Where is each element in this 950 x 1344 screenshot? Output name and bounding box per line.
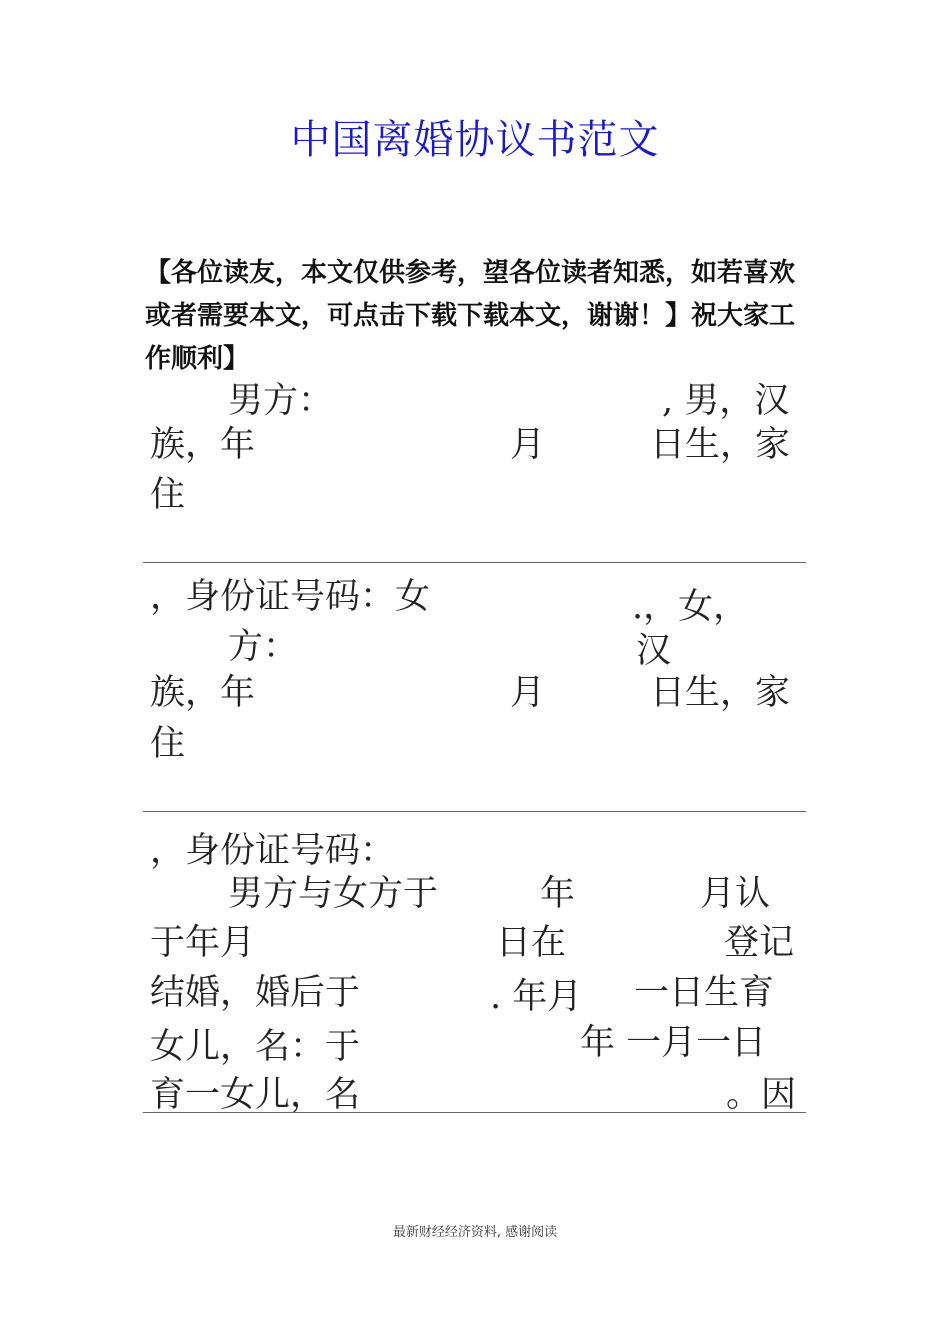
marriage-id-label: ，身份证号码： [150, 831, 396, 871]
marriage-line3-c: 一日生育 [634, 973, 775, 1013]
notice-paragraph: 【各位读友，本文仅供参考，望各位读者知悉，如若喜欢或者需要本文，可点击下载下载本文，谢谢！】祝大家工作顺利】 [145, 258, 796, 374]
marriage-line1-b: 年 [540, 874, 576, 914]
marriage-line2-c: 登记 [724, 923, 795, 963]
female-ethnic: 汉 [636, 631, 672, 671]
marriage-line2-b: 日在 [496, 923, 567, 963]
female-residence-blank-line [143, 811, 806, 812]
male-month: 月 [510, 425, 546, 465]
female-month: 月 [510, 673, 546, 713]
female-id-label-line: ，身份证号码：女 [150, 577, 431, 617]
female-gender: .，女， [632, 587, 749, 627]
male-residence: 住 [150, 475, 186, 515]
marriage-line5-a: 育一女儿，名 [150, 1075, 361, 1115]
female-label-cont: 方： [228, 627, 299, 667]
marriage-line1-c: 月认 [700, 874, 771, 914]
male-label: 男方： [228, 381, 334, 421]
male-gender-ethnic: , 男，汉 [662, 381, 790, 421]
male-born-home: 日生，家 [650, 425, 791, 465]
female-born-home: 日生，家 [650, 673, 791, 713]
marriage-line4-a: 女儿，名：于 [150, 1027, 361, 1067]
marriage-line5-b: 。因 [726, 1075, 797, 1115]
marriage-line3-a: 结婚，婚后于 [150, 973, 361, 1013]
female-residence: 住 [150, 724, 186, 764]
marriage-line3-b: . 年月 [490, 977, 583, 1017]
marriage-line2-a: 于年月 [150, 923, 256, 963]
document-title: 中国离婚协议书范文 [290, 117, 660, 163]
male-residence-blank-line [143, 562, 806, 563]
marriage-line1-a: 男方与女方于 [228, 874, 439, 914]
female-ethnic-year: 族，年 [150, 673, 256, 713]
page-footer: 最新财经经济资料, 感谢阅读 [392, 1225, 558, 1240]
marriage-line4-b: 年 一月一日 [580, 1023, 767, 1063]
marriage-name-blank-line [143, 1112, 806, 1113]
male-ethnic-year: 族，年 [150, 425, 256, 465]
